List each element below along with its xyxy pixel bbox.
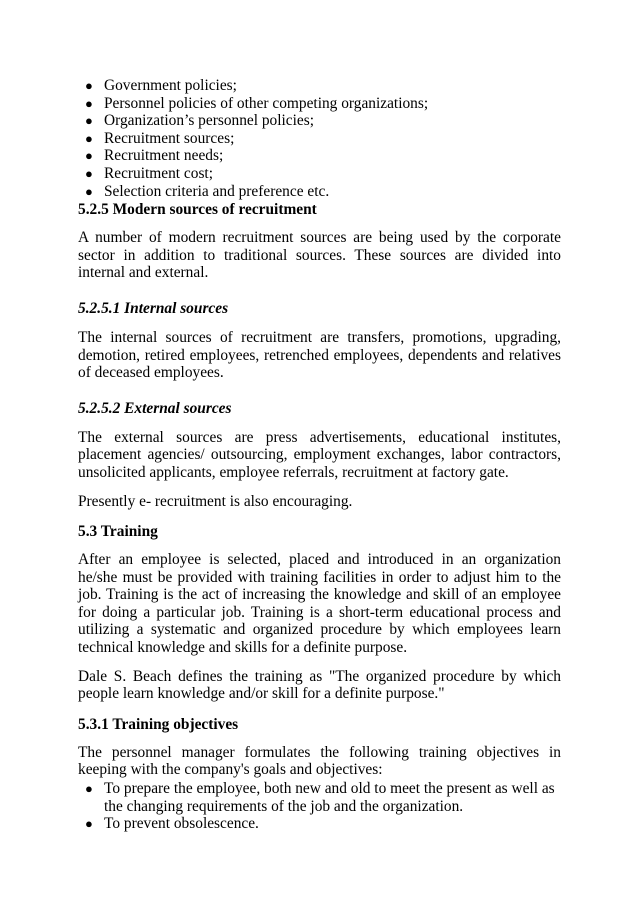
- document-page: [78, 77, 561, 833]
- section-heading-5-2-5: 5.2.5 Modern sources of recruitment: [78, 201, 317, 219]
- paragraph-dale-beach-quote: Dale S. Beach defines the training as "The organized procedure by which people learn knowledge and/or skill for a definite purpose.": [78, 667, 561, 703]
- list-item: ● Recruitment needs;: [85, 147, 224, 165]
- list-item: ● Recruitment cost;: [85, 164, 213, 182]
- paragraph-training: After an employee is selected, placed and introduced in an organization he/she must be provided with training facilities in order to adjust him to the job. Training is the act of increasing the knowledge and skill of an employee for doing a particular job. Training is a short-term educational process and utilizing a systematic and organized procedure by which employees learn technical knowledge and skills for a definite purpose.: [78, 551, 561, 657]
- list-item: ● Organization’s personnel policies;: [85, 112, 315, 130]
- bullet-icon: ●: [85, 183, 93, 199]
- paragraph-e-recruitment: Presently e- recruitment is also encouraging.: [78, 492, 353, 510]
- objectives-bullet-list: [78, 780, 561, 833]
- bullet-icon: ●: [85, 78, 93, 93]
- bullet-icon: ●: [85, 130, 93, 146]
- list-item: ● Personnel policies of other competing organizations;: [85, 94, 429, 112]
- list-item: ● To prepare the employee, both new and old to meet the present as well as the changing requirements of the job and the organization.: [85, 780, 555, 815]
- paragraph-training-objectives: The personnel manager formulates the following training objectives in keeping with the company's goals and objectives:: [78, 743, 561, 779]
- list-item: ● Recruitment sources;: [85, 129, 235, 147]
- section-heading-5-2-5-2: 5.2.5.2 External sources: [78, 399, 232, 417]
- bullet-icon: ●: [85, 95, 93, 111]
- section-heading-5-3-1: 5.3.1 Training objectives: [78, 715, 239, 733]
- section-heading-5-3: 5.3 Training: [78, 523, 158, 541]
- list-item: ● Government policies;: [85, 77, 237, 94]
- paragraph-external-sources: The external sources are press advertisements, educational institutes, placement agencies/ outsourcing, employment exchanges, labor contractors, unsolicited applicants, employee referrals, recruitment at factory gate.: [78, 428, 561, 481]
- top-bullet-list: [78, 77, 561, 200]
- list-item: ● Selection criteria and preference etc.: [85, 182, 330, 200]
- section-heading-5-2-5-1: 5.2.5.1 Internal sources: [78, 299, 229, 317]
- paragraph-internal-sources: The internal sources of recruitment are transfers, promotions, upgrading, demotion, retired employees, retrenched employees, dependents and relatives of deceased employees.: [78, 328, 561, 382]
- paragraph-modern-sources: A number of modern recruitment sources are being used by the corporate sector in addition to traditional sources. These sources are divided into internal and external.: [78, 229, 561, 282]
- bullet-icon: ●: [85, 816, 93, 832]
- bullet-icon: ●: [85, 148, 93, 164]
- bullet-icon: ●: [85, 165, 93, 181]
- bullet-icon: ●: [85, 781, 93, 797]
- list-item: ● To prevent obsolescence.: [85, 815, 259, 833]
- bullet-icon: ●: [85, 113, 93, 129]
